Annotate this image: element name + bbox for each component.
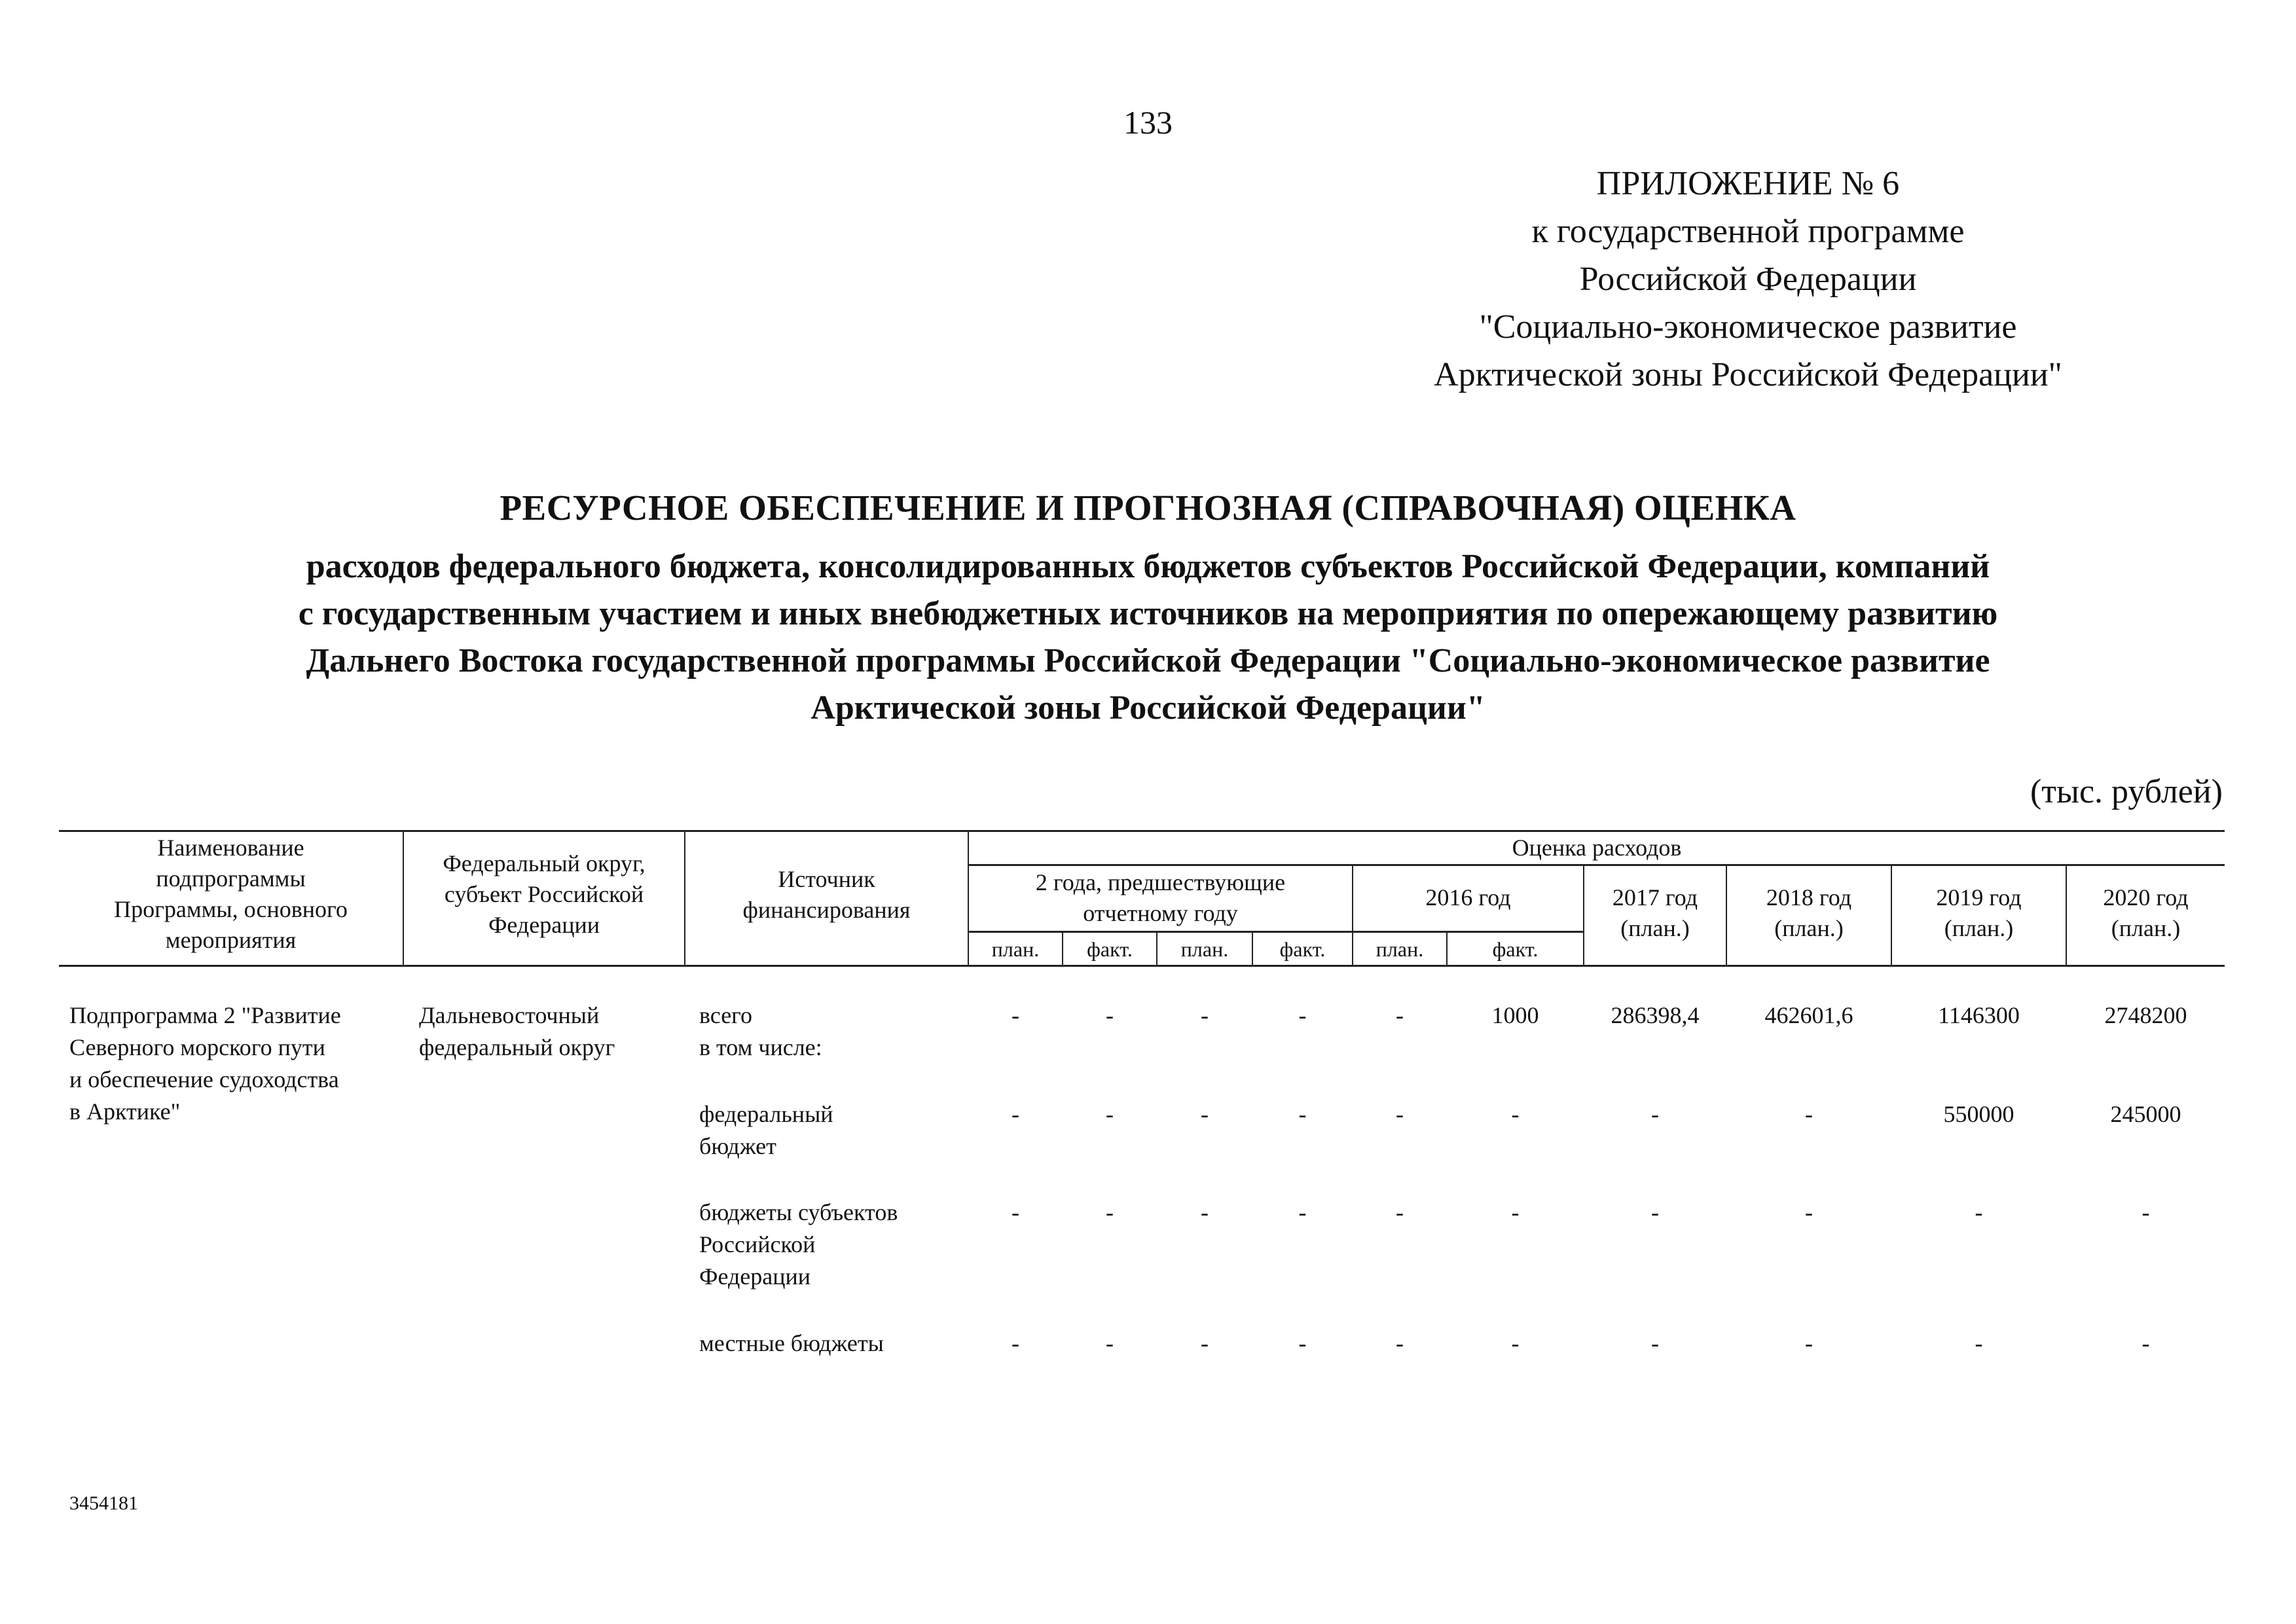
value-cell: -	[1975, 1330, 1983, 1356]
header-program-name: Наименование подпрограммы Программы, основного мероприятия	[114, 835, 348, 953]
value-cell: -	[1201, 1002, 1209, 1028]
value-cell: -	[1805, 1330, 1813, 1356]
appendix-line: "Социально-экономическое развитие	[1479, 308, 2017, 346]
value-cell: 1146300	[1938, 1002, 2020, 1028]
header-estimate: Оценка расходов	[1512, 835, 1682, 861]
value-cell: 462601,6	[1764, 1002, 1853, 1028]
value-cell: -	[1511, 1101, 1520, 1127]
funding-source-cell: местные бюджеты	[699, 1330, 884, 1356]
value-cell: -	[1651, 1199, 1659, 1225]
value-cell: -	[1651, 1101, 1659, 1127]
value-cell: -	[1805, 1199, 1813, 1225]
value-cell: -	[1106, 1101, 1114, 1127]
value-cell: -	[1511, 1330, 1520, 1356]
header-funding-source: Источник финансирования	[742, 866, 911, 923]
value-cell: -	[1201, 1101, 1209, 1127]
header-year-2020: 2020 год (план.)	[2103, 884, 2189, 941]
value-cell: -	[1106, 1199, 1114, 1225]
plan-fact-divider	[968, 931, 1583, 933]
value-cell: -	[1106, 1330, 1114, 1356]
value-cell: -	[1298, 1002, 1307, 1028]
funding-source-cell: бюджеты субъектов Российской Федерации	[699, 1199, 898, 1290]
value-cell: -	[1106, 1002, 1114, 1028]
header-fact: факт.	[1087, 937, 1133, 961]
header-year-2019: 2019 год (план.)	[1936, 884, 2022, 941]
header-plan: план.	[1180, 937, 1229, 961]
appendix-line: ПРИЛОЖЕНИЕ № 6	[1596, 165, 1900, 202]
subtitle-line: Арктической зоны Российской Федерации"	[811, 689, 1485, 727]
program-name-cell: Подпрограмма 2 "Развитие Северного морского пути и обеспечение судоходства в Арктике"	[69, 1002, 341, 1125]
header-plan: план.	[1376, 937, 1424, 961]
appendix-line: Российской Федерации	[1579, 261, 1917, 298]
subtitle-line: с государственным участием и иных внебюджетных источников на мероприятия по опережающему развитию	[298, 595, 1998, 632]
value-cell: 550000	[1943, 1101, 2014, 1127]
appendix-block	[1342, 160, 2154, 399]
subtitle-line: Дальнего Востока государственной программы Российской Федерации "Социально-экономическое развитие	[306, 642, 1990, 679]
value-cell: -	[1805, 1101, 1813, 1127]
appendix-line: к государственной программе	[1531, 213, 1965, 250]
funding-source-cell: всего в том числе:	[699, 1002, 822, 1060]
header-year-2016: 2016 год	[1425, 884, 1511, 911]
value-cell: -	[1396, 1199, 1404, 1225]
value-cell: -	[1298, 1199, 1307, 1225]
value-cell: -	[1396, 1002, 1404, 1028]
value-cell: 1000	[1491, 1002, 1539, 1028]
value-cell: -	[1298, 1101, 1307, 1127]
value-cell: -	[1975, 1199, 1983, 1225]
header-plan: план.	[991, 937, 1040, 961]
header-bottom-border	[59, 965, 2225, 967]
header-fact: факт.	[1279, 937, 1326, 961]
value-cell: -	[1201, 1330, 1209, 1356]
subtitle-line: расходов федерального бюджета, консолидированных бюджетов субъектов Российской Федерации, компаний	[306, 548, 1990, 585]
document-code: 3454181	[69, 1492, 138, 1514]
header-year-2018: 2018 год (план.)	[1766, 884, 1852, 941]
value-cell: -	[1011, 1002, 1019, 1028]
estimate-divider	[968, 864, 2225, 866]
header-district: Федеральный округ, субъект Российской Федерации	[443, 850, 646, 938]
value-cell: -	[1201, 1199, 1209, 1225]
value-cell: -	[2141, 1199, 2150, 1225]
value-cell: -	[1011, 1330, 1019, 1356]
header-year-2017: 2017 год (план.)	[1612, 884, 1698, 941]
value-cell: -	[1396, 1101, 1404, 1127]
units-label: (тыс. рублей)	[2030, 773, 2223, 810]
value-cell: -	[1011, 1199, 1019, 1225]
district-cell: Дальневосточный федеральный округ	[419, 1002, 615, 1060]
value-cell: -	[2141, 1330, 2150, 1356]
value-cell: 245000	[2110, 1101, 2181, 1127]
document-title: РЕСУРСНОЕ ОБЕСПЕЧЕНИЕ И ПРОГНОЗНАЯ (СПРАВОЧНАЯ) ОЦЕНКА	[500, 488, 1796, 528]
value-cell: -	[1396, 1330, 1404, 1356]
funding-source-cell: федеральный бюджет	[699, 1101, 833, 1159]
header-prior-years: 2 года, предшествующие отчетному году	[1035, 869, 1286, 926]
header-fact: факт.	[1492, 937, 1539, 961]
value-cell: 2748200	[2104, 1002, 2187, 1028]
page-number: 133	[1123, 104, 1173, 141]
value-cell: -	[1511, 1199, 1520, 1225]
table-top-border	[59, 830, 2225, 832]
document-subtitle	[131, 543, 2165, 732]
value-cell: -	[1651, 1330, 1659, 1356]
value-cell: 286398,4	[1611, 1002, 1700, 1028]
appendix-line: Арктической зоны Российской Федерации"	[1434, 356, 2062, 393]
value-cell: -	[1298, 1330, 1307, 1356]
value-cell: -	[1011, 1101, 1019, 1127]
